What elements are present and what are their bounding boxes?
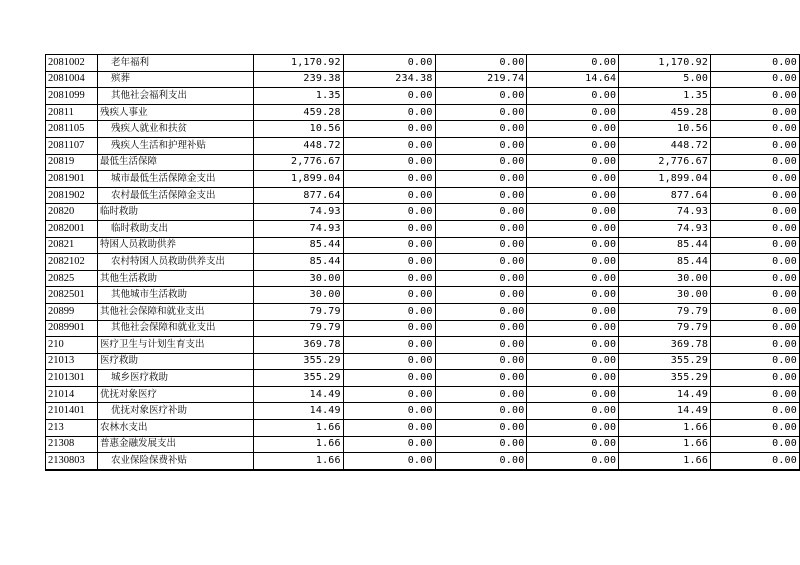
amount-cell: 0.00	[343, 303, 435, 320]
subject-name-cell: 残疾人事业	[97, 104, 253, 121]
amount-cell: 0.00	[527, 287, 619, 304]
amount-cell: 1.66	[619, 420, 711, 437]
subject-code-cell: 2081105	[46, 121, 98, 138]
subject-code-cell: 2081004	[46, 71, 98, 88]
amount-cell: 0.00	[527, 137, 619, 154]
amount-cell: 1,170.92	[253, 55, 343, 72]
subject-code-cell: 2081901	[46, 171, 98, 188]
amount-cell: 0.00	[711, 337, 800, 354]
table-row	[46, 420, 800, 437]
amount-cell: 0.00	[711, 55, 800, 72]
subject-code-cell: 20821	[46, 237, 98, 254]
amount-cell: 0.00	[711, 104, 800, 121]
amount-cell: 14.49	[253, 403, 343, 420]
amount-cell: 0.00	[343, 204, 435, 221]
amount-cell: 0.00	[435, 403, 527, 420]
amount-cell: 0.00	[343, 270, 435, 287]
amount-cell: 219.74	[435, 71, 527, 88]
amount-cell: 0.00	[527, 303, 619, 320]
subject-name-cell: 优抚对象医疗补助	[97, 403, 253, 420]
amount-cell: 0.00	[435, 370, 527, 387]
table-row	[46, 187, 800, 204]
amount-cell: 0.00	[435, 453, 527, 470]
amount-cell: 0.00	[711, 137, 800, 154]
subject-name-cell: 农业保险保费补贴	[97, 453, 253, 470]
amount-cell: 0.00	[527, 254, 619, 271]
amount-cell: 30.00	[619, 270, 711, 287]
subject-name-cell: 临时救助	[97, 204, 253, 221]
amount-cell: 1.66	[253, 436, 343, 453]
amount-cell: 0.00	[527, 386, 619, 403]
subject-code-cell: 210	[46, 337, 98, 354]
table-row	[46, 436, 800, 453]
subject-code-cell: 2081107	[46, 137, 98, 154]
subject-code-cell: 20811	[46, 104, 98, 121]
amount-cell: 0.00	[435, 55, 527, 72]
amount-cell: 74.93	[253, 204, 343, 221]
amount-cell: 0.00	[343, 171, 435, 188]
subject-name-cell: 农林水支出	[97, 420, 253, 437]
subject-name-cell: 农村最低生活保障金支出	[97, 187, 253, 204]
amount-cell: 2,776.67	[619, 154, 711, 171]
amount-cell: 0.00	[435, 254, 527, 271]
table-row	[46, 303, 800, 320]
amount-cell: 0.00	[527, 171, 619, 188]
subject-name-cell: 其他城市生活救助	[97, 287, 253, 304]
amount-cell: 0.00	[711, 121, 800, 138]
amount-cell: 0.00	[711, 287, 800, 304]
amount-cell: 0.00	[711, 154, 800, 171]
amount-cell: 0.00	[711, 303, 800, 320]
table-row	[46, 121, 800, 138]
amount-cell: 30.00	[253, 270, 343, 287]
amount-cell: 234.38	[343, 71, 435, 88]
amount-cell: 0.00	[711, 353, 800, 370]
subject-code-cell: 21013	[46, 353, 98, 370]
table-row	[46, 353, 800, 370]
budget-table	[45, 54, 800, 471]
subject-code-cell: 213	[46, 420, 98, 437]
amount-cell: 0.00	[435, 320, 527, 337]
amount-cell: 5.00	[619, 71, 711, 88]
table-row	[46, 104, 800, 121]
table-row	[46, 270, 800, 287]
amount-cell: 1.66	[619, 436, 711, 453]
amount-cell: 0.00	[711, 270, 800, 287]
amount-cell: 0.00	[711, 254, 800, 271]
amount-cell: 0.00	[527, 337, 619, 354]
subject-code-cell: 20819	[46, 154, 98, 171]
amount-cell: 85.44	[619, 254, 711, 271]
amount-cell: 355.29	[253, 370, 343, 387]
subject-code-cell: 20899	[46, 303, 98, 320]
subject-name-cell: 其他社会保障和就业支出	[97, 303, 253, 320]
amount-cell: 0.00	[435, 386, 527, 403]
amount-cell: 0.00	[711, 320, 800, 337]
table-row	[46, 403, 800, 420]
amount-cell: 0.00	[435, 287, 527, 304]
amount-cell: 0.00	[527, 320, 619, 337]
amount-cell: 0.00	[527, 88, 619, 105]
amount-cell: 0.00	[711, 403, 800, 420]
subject-name-cell: 殡葬	[97, 71, 253, 88]
table-row	[46, 453, 800, 470]
amount-cell: 0.00	[343, 320, 435, 337]
table-row	[46, 320, 800, 337]
amount-cell: 0.00	[435, 237, 527, 254]
amount-cell: 0.00	[343, 370, 435, 387]
amount-cell: 0.00	[343, 137, 435, 154]
subject-name-cell: 残疾人就业和扶贫	[97, 121, 253, 138]
amount-cell: 0.00	[527, 353, 619, 370]
subject-code-cell: 2082001	[46, 220, 98, 237]
amount-cell: 0.00	[527, 154, 619, 171]
amount-cell: 30.00	[619, 287, 711, 304]
amount-cell: 1.66	[253, 420, 343, 437]
amount-cell: 0.00	[343, 254, 435, 271]
table-row	[46, 386, 800, 403]
amount-cell: 1.66	[253, 453, 343, 470]
amount-cell: 0.00	[711, 187, 800, 204]
amount-cell: 0.00	[527, 187, 619, 204]
amount-cell: 10.56	[253, 121, 343, 138]
amount-cell: 0.00	[527, 121, 619, 138]
amount-cell: 369.78	[619, 337, 711, 354]
table-row	[46, 370, 800, 387]
amount-cell: 30.00	[253, 287, 343, 304]
amount-cell: 0.00	[343, 88, 435, 105]
amount-cell: 0.00	[435, 303, 527, 320]
amount-cell: 0.00	[343, 55, 435, 72]
amount-cell: 14.49	[253, 386, 343, 403]
subject-code-cell: 20820	[46, 204, 98, 221]
amount-cell: 85.44	[253, 254, 343, 271]
amount-cell: 0.00	[343, 453, 435, 470]
subject-code-cell: 2081902	[46, 187, 98, 204]
amount-cell: 79.79	[253, 320, 343, 337]
subject-name-cell: 临时救助支出	[97, 220, 253, 237]
subject-code-cell: 21308	[46, 436, 98, 453]
amount-cell: 14.49	[619, 403, 711, 420]
table-row	[46, 287, 800, 304]
amount-cell: 877.64	[253, 187, 343, 204]
amount-cell: 448.72	[253, 137, 343, 154]
subject-name-cell: 医疗卫生与计划生育支出	[97, 337, 253, 354]
amount-cell: 459.28	[619, 104, 711, 121]
amount-cell: 0.00	[343, 420, 435, 437]
amount-cell: 14.49	[619, 386, 711, 403]
table-body	[46, 55, 800, 470]
amount-cell: 355.29	[253, 353, 343, 370]
amount-cell: 0.00	[711, 71, 800, 88]
amount-cell: 0.00	[343, 337, 435, 354]
amount-cell: 0.00	[527, 55, 619, 72]
amount-cell: 0.00	[435, 187, 527, 204]
amount-cell: 79.79	[253, 303, 343, 320]
amount-cell: 0.00	[527, 270, 619, 287]
subject-code-cell: 2101301	[46, 370, 98, 387]
subject-code-cell: 2130803	[46, 453, 98, 470]
amount-cell: 0.00	[527, 403, 619, 420]
amount-cell: 355.29	[619, 353, 711, 370]
amount-cell: 0.00	[435, 171, 527, 188]
subject-name-cell: 老年福利	[97, 55, 253, 72]
amount-cell: 0.00	[435, 204, 527, 221]
subject-name-cell: 最低生活保障	[97, 154, 253, 171]
amount-cell: 239.38	[253, 71, 343, 88]
table-row	[46, 237, 800, 254]
subject-name-cell: 其他生活救助	[97, 270, 253, 287]
amount-cell: 0.00	[711, 386, 800, 403]
amount-cell: 0.00	[711, 237, 800, 254]
amount-cell: 74.93	[619, 220, 711, 237]
subject-code-cell: 2081002	[46, 55, 98, 72]
amount-cell: 74.93	[619, 204, 711, 221]
subject-code-cell: 2082102	[46, 254, 98, 271]
amount-cell: 1,899.04	[619, 171, 711, 188]
amount-cell: 369.78	[253, 337, 343, 354]
amount-cell: 0.00	[435, 436, 527, 453]
amount-cell: 0.00	[343, 237, 435, 254]
amount-cell: 0.00	[435, 88, 527, 105]
table-row	[46, 337, 800, 354]
amount-cell: 0.00	[527, 220, 619, 237]
subject-name-cell: 城市最低生活保障金支出	[97, 171, 253, 188]
amount-cell: 0.00	[711, 436, 800, 453]
amount-cell: 0.00	[343, 353, 435, 370]
amount-cell: 1.66	[619, 453, 711, 470]
subject-name-cell: 其他社会保障和就业支出	[97, 320, 253, 337]
amount-cell: 355.29	[619, 370, 711, 387]
amount-cell: 1,899.04	[253, 171, 343, 188]
table-row	[46, 55, 800, 72]
subject-code-cell: 2101401	[46, 403, 98, 420]
amount-cell: 0.00	[527, 420, 619, 437]
table-row	[46, 171, 800, 188]
amount-cell: 14.64	[527, 71, 619, 88]
subject-code-cell: 2082501	[46, 287, 98, 304]
subject-name-cell: 农村特困人员救助供养支出	[97, 254, 253, 271]
amount-cell: 0.00	[527, 204, 619, 221]
table-row	[46, 154, 800, 171]
amount-cell: 0.00	[527, 237, 619, 254]
amount-cell: 877.64	[619, 187, 711, 204]
table-row	[46, 71, 800, 88]
amount-cell: 85.44	[619, 237, 711, 254]
amount-cell: 79.79	[619, 303, 711, 320]
amount-cell: 0.00	[343, 154, 435, 171]
amount-cell: 85.44	[253, 237, 343, 254]
amount-cell: 0.00	[343, 104, 435, 121]
amount-cell: 0.00	[527, 453, 619, 470]
amount-cell: 10.56	[619, 121, 711, 138]
amount-cell: 0.00	[343, 220, 435, 237]
table-row	[46, 204, 800, 221]
amount-cell: 0.00	[435, 137, 527, 154]
amount-cell: 2,776.67	[253, 154, 343, 171]
amount-cell: 0.00	[711, 204, 800, 221]
table-row	[46, 254, 800, 271]
amount-cell: 0.00	[711, 88, 800, 105]
table-row	[46, 137, 800, 154]
subject-name-cell: 特困人员救助供养	[97, 237, 253, 254]
amount-cell: 0.00	[343, 287, 435, 304]
amount-cell: 0.00	[711, 420, 800, 437]
amount-cell: 0.00	[435, 420, 527, 437]
amount-cell: 459.28	[253, 104, 343, 121]
amount-cell: 1.35	[619, 88, 711, 105]
subject-code-cell: 21014	[46, 386, 98, 403]
subject-name-cell: 医疗救助	[97, 353, 253, 370]
amount-cell: 0.00	[711, 453, 800, 470]
subject-name-cell: 城乡医疗救助	[97, 370, 253, 387]
subject-name-cell: 其他社会福利支出	[97, 88, 253, 105]
amount-cell: 0.00	[343, 121, 435, 138]
subject-code-cell: 20825	[46, 270, 98, 287]
amount-cell: 0.00	[527, 370, 619, 387]
amount-cell: 0.00	[711, 220, 800, 237]
amount-cell: 0.00	[343, 386, 435, 403]
amount-cell: 448.72	[619, 137, 711, 154]
subject-name-cell: 残疾人生活和护理补贴	[97, 137, 253, 154]
table-row	[46, 88, 800, 105]
amount-cell: 0.00	[435, 154, 527, 171]
amount-cell: 0.00	[711, 171, 800, 188]
amount-cell: 1,170.92	[619, 55, 711, 72]
amount-cell: 0.00	[435, 270, 527, 287]
amount-cell: 0.00	[343, 187, 435, 204]
amount-cell: 0.00	[527, 436, 619, 453]
amount-cell: 0.00	[711, 370, 800, 387]
amount-cell: 0.00	[435, 104, 527, 121]
subject-name-cell: 普惠金融发展支出	[97, 436, 253, 453]
amount-cell: 0.00	[343, 403, 435, 420]
amount-cell: 1.35	[253, 88, 343, 105]
amount-cell: 0.00	[435, 220, 527, 237]
subject-code-cell: 2081099	[46, 88, 98, 105]
subject-code-cell: 2089901	[46, 320, 98, 337]
amount-cell: 0.00	[343, 436, 435, 453]
amount-cell: 0.00	[435, 353, 527, 370]
table-row	[46, 220, 800, 237]
amount-cell: 0.00	[527, 104, 619, 121]
amount-cell: 79.79	[619, 320, 711, 337]
amount-cell: 0.00	[435, 121, 527, 138]
amount-cell: 0.00	[435, 337, 527, 354]
amount-cell: 74.93	[253, 220, 343, 237]
subject-name-cell: 优抚对象医疗	[97, 386, 253, 403]
